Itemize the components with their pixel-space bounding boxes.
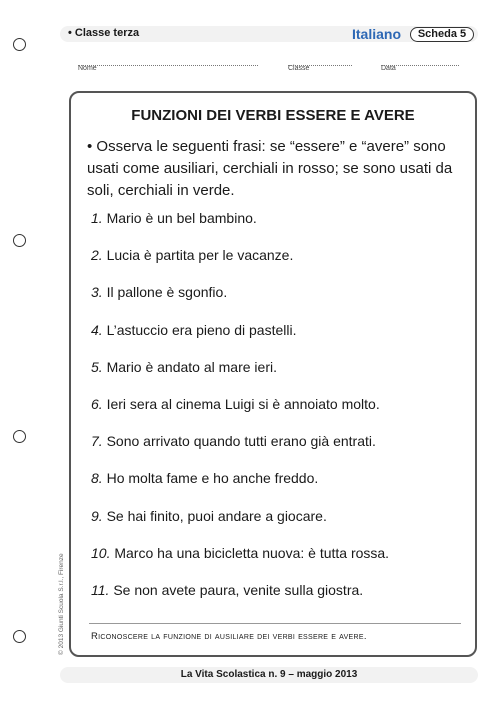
- sentence-number: 9.: [91, 507, 103, 524]
- sentence-number: 8.: [91, 470, 103, 487]
- date-field[interactable]: [381, 65, 459, 66]
- binder-hole: [13, 430, 26, 443]
- binder-hole: [13, 630, 26, 643]
- page-header: [60, 26, 478, 42]
- sentence-text[interactable]: Sono arrivato quando tutti erano già entrati.: [106, 433, 376, 450]
- sentence-item: [91, 247, 389, 284]
- sentence-item: [91, 433, 389, 470]
- sentence-text[interactable]: Se non avete paura, venite sulla giostra.: [113, 581, 364, 598]
- sentence-item: [91, 359, 389, 396]
- class-field[interactable]: [288, 65, 352, 66]
- binder-hole: [13, 234, 26, 247]
- sentence-item: [91, 508, 389, 545]
- sentence-item: [91, 582, 389, 619]
- name-label: Nome: [78, 65, 97, 72]
- sentence-text[interactable]: Ho molta fame e ho anche freddo.: [106, 470, 319, 487]
- sentence-number: 10.: [91, 544, 111, 561]
- grade-label: • Classe terza: [68, 27, 140, 39]
- sentence-number: 3.: [91, 284, 103, 301]
- class-label: Classe: [288, 65, 310, 72]
- subject-label: Italiano: [352, 26, 402, 42]
- sentence-item: [91, 545, 389, 582]
- divider: [89, 623, 461, 624]
- sentence-text[interactable]: L’astuccio era pieno di pastelli.: [106, 321, 297, 338]
- sentence-text[interactable]: Marco ha una bicicletta nuova: è tutta rossa.: [114, 544, 390, 561]
- sentence-number: 6.: [91, 395, 103, 412]
- sentence-number: 2.: [91, 247, 103, 264]
- copyright-notice: © 2013 Giunti Scuola S.r.l., Firenze: [58, 553, 65, 655]
- learning-objective: Riconoscere la funzione di ausiliare dei verbi essere e avere.: [91, 631, 367, 642]
- sentence-number: 7.: [91, 433, 103, 450]
- sentence-number: 11.: [91, 581, 110, 598]
- publication-footer: La Vita Scolastica n. 9 – maggio 2013: [60, 667, 478, 683]
- sentence-number: 1.: [91, 210, 103, 226]
- sentence-text[interactable]: Il pallone è sgonfio.: [106, 284, 228, 301]
- sentence-item: [91, 284, 389, 321]
- sentence-text[interactable]: Ieri sera al cinema Luigi si è annoiato molto.: [106, 395, 380, 412]
- sentence-list: [91, 210, 389, 619]
- binder-hole: [13, 38, 26, 51]
- sentence-text[interactable]: Lucia è partita per le vacanze.: [106, 247, 294, 264]
- sentence-number: 5.: [91, 358, 103, 375]
- sentence-item: [91, 322, 389, 359]
- sheet-badge: Scheda 5: [410, 27, 474, 42]
- sentence-item: [91, 210, 389, 247]
- exercise-box: [69, 91, 477, 657]
- sentence-item: [91, 470, 389, 507]
- sentence-text[interactable]: Se hai finito, puoi andare a giocare.: [106, 507, 327, 524]
- name-field[interactable]: [78, 65, 258, 66]
- exercise-title: FUNZIONI DEI VERBI ESSERE E AVERE: [131, 107, 415, 124]
- exercise-instruction: • Osserva le seguenti frasi: se “essere” e “avere” sono usati come ausiliari, cerchiali in rosso; se sono usati da soli, cerchiali in verde.: [87, 138, 453, 199]
- date-label: Data: [381, 65, 396, 72]
- sentence-item: [91, 396, 389, 433]
- sentence-text[interactable]: Mario è andato al mare ieri.: [106, 358, 277, 375]
- sentence-number: 4.: [91, 321, 103, 338]
- sentence-text[interactable]: Mario è un bel bambino.: [106, 210, 257, 226]
